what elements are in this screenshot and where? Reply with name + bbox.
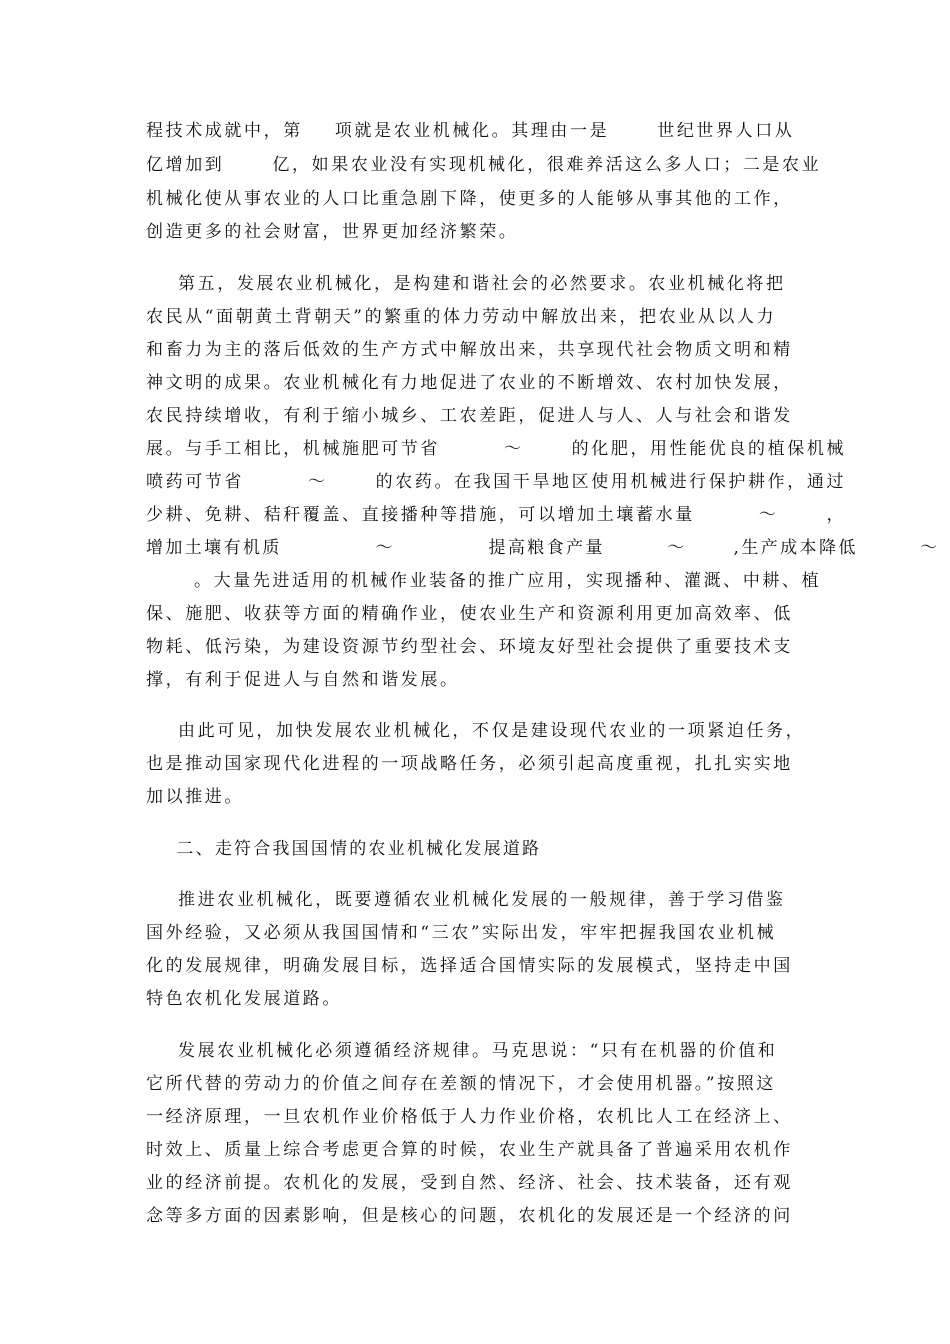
text-line: 化的发展规律，明确发展目标，选择适合国情实际的发展模式，坚持走中国 [146, 956, 793, 976]
text-line: 加以推进。 [146, 787, 244, 807]
text-line: 机械化使从事农业的人口比重急剧下降，使更多的人能够从事其他的工作， [146, 189, 793, 209]
text-line: 物耗、低污染，为建设资源节约型社会、环境友好型社会提供了重要技术支 [146, 637, 793, 657]
text-line: 保、施肥、收获等方面的精确作业，使农业生产和资源利用更加高效率、低 [146, 604, 793, 624]
text-line: 。大量先进适用的机械作业装备的推广应用，实现播种、灌溉、中耕、植 [146, 571, 822, 591]
text-line: 国外经验，又必须从我国国情和“三农”实际出发，牢牢把握我国农业机械 [146, 923, 777, 943]
text-line: 农民持续增收，有利于缩小城乡、工农差距，促进人与人、人与社会和谐发 [146, 406, 793, 426]
section-heading: 二、走符合我国国情的农业机械化发展道路 [146, 839, 542, 859]
text-line: 一经济原理，一旦农机作业价格低于人力作业价格，农机比人工在经济上、 [146, 1107, 793, 1127]
text-line: 由此可见，加快发展农业机械化，不仅是建设现代农业的一项紧迫任务， [146, 721, 806, 741]
text-line: 时效上、质量上综合考虑更合算的时候，农业生产就具备了普遍采用农机作 [146, 1140, 793, 1160]
text-line: 和畜力为主的落后低效的生产方式中解放出来，共享现代社会物质文明和精 [146, 340, 793, 360]
text-line: 念等多方面的因素影响，但是核心的问题，农机化的发展还是一个经济的问 [146, 1206, 793, 1226]
text-line: 神文明的成果。农业机械化有力地促进了农业的不断增效、农村加快发展， [146, 373, 793, 393]
text-line: 亿增加到 亿，如果农业没有实现机械化，很难养活这么多人口；二是农业 [146, 155, 822, 175]
text-line: 程技术成就中，第 项就是农业机械化。其理由一是 世纪世界人口从 [146, 121, 795, 141]
text-line: 喷药可节省 ～ 的农药。在我国干旱地区使用机械进行保护耕作，通过 [146, 472, 847, 492]
text-line: 展。与手工相比，机械施肥可节省 ～ 的化肥，用性能优良的植保机械 [146, 439, 847, 459]
text-line: 它所代替的劳动力的价值之间存在差额的情况下，才会使用机器。”按照这 [146, 1074, 776, 1094]
text-line: 业的经济前提。农机化的发展，受到自然、经济、社会、技术装备，还有观 [146, 1173, 793, 1193]
text-line: 推进农业机械化，既要遵循农业机械化发展的一般规律，善于学习借鉴 [146, 890, 786, 910]
text-line: 撑，有利于促进人与自然和谐发展。 [146, 670, 460, 690]
text-line: 少耕、免耕、秸秆覆盖、直接播种等措施，可以增加土壤蓄水量 ～ ， [146, 505, 847, 525]
text-line: 创造更多的社会财富，世界更加经济繁荣。 [146, 222, 519, 242]
text-line: 第五，发展农业机械化，是构建和谐社会的必然要求。农业机械化将把 [146, 274, 786, 294]
text-line: 农民从“面朝黄土背朝天”的繁重的体力劳动中解放出来，把农业从以人力 [146, 307, 777, 327]
text-line: 发展农业机械化必须遵循经济规律。马克思说：“只有在机器的价值和 [146, 1041, 778, 1061]
text-line: 增加土壤有机质 ～ 提高粮食产量 ～ ,生产成本降低 ～ [146, 538, 940, 558]
text-line: 也是推动国家现代化进程的一项战略任务，必须引起高度重视，扎扎实实地 [146, 754, 793, 774]
text-line: 特色农机化发展道路。 [146, 989, 342, 1009]
